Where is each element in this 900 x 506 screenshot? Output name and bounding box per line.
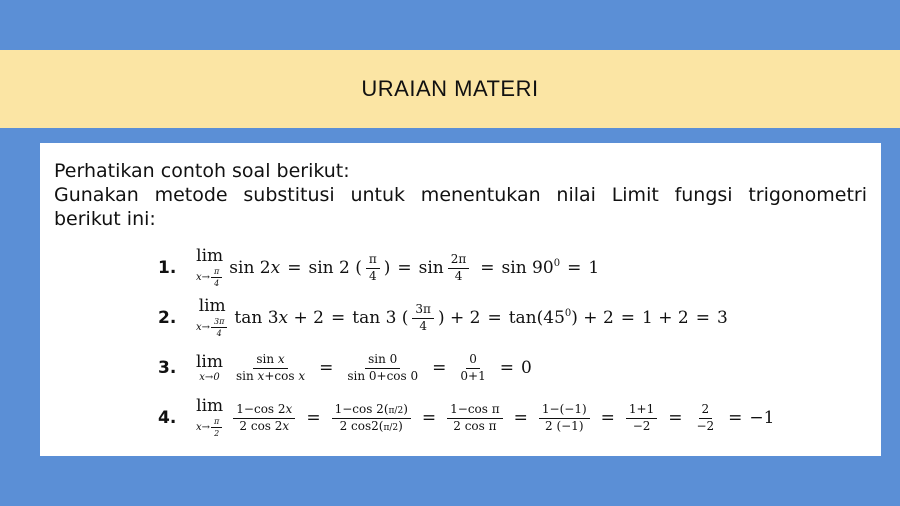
content-panel [40,143,881,456]
problem-list [158,243,774,443]
slide-title: URAIAN MATERI [361,76,539,101]
intro-line-1: Perhatikan contoh soal berikut: [54,160,350,182]
expression-2: tan 3x + 2 = tan 3 ( $\frac{3\pi}{4}$ ) + $2 = \tan(45^0) + 2 = 1 + 2 = 3$ [234,301,728,333]
limit-operator: lim x→ $\frac{3\pi}{4}$ [196,295,226,338]
title-banner [0,50,900,128]
problem-2 [158,293,774,343]
limit-operator: lim x→ $\frac{\pi}{2}$ [196,395,224,438]
expression-3: $\frac{\text{sin x}}{\text{sin x+cos x}}$ = $\frac{\sin 0}{\sin 0+\cos 0}$ = $\frac{0}{0+1}$ = 0 [236,351,532,383]
problem-number: 2. [158,308,177,328]
problem-number: 1. [158,258,177,278]
expression-4: $\frac{1-\cos 2x}{2 \cos 2x}$ = $\frac{1-\cos 2(\pi/2)}{2 \cos 2(\pi/2)}$ = $\frac{\text{1−cos π}}{\text{2 cos π}}$ = $\frac{1-(-1)}{2 (-1)}$ = $\frac{1+1}{-2}$ = $\frac{2}{-2}$ = −1 [229,403,774,434]
problem-number: 4. [158,408,177,428]
problem-3 [158,343,774,393]
problem-4 [158,393,774,443]
problem-1 [158,243,774,293]
limit-operator: lim x→0 [196,351,223,383]
intro-line-2: Gunakan metode substitusi untuk menentukan nilai Limit fungsi trigonometri [54,184,867,206]
problem-number: 3. [158,358,177,378]
intro-line-3: berikut ini: [54,208,156,230]
limit-operator: lim x→ $\frac{\pi}{4}$ [196,245,224,288]
expression-1: sin 2x = sin 2 ( $\frac{\pi}{4}$ ) = sin $\frac{2\pi}{4}$ = $\sin 90^0 = 1$ [229,251,600,283]
